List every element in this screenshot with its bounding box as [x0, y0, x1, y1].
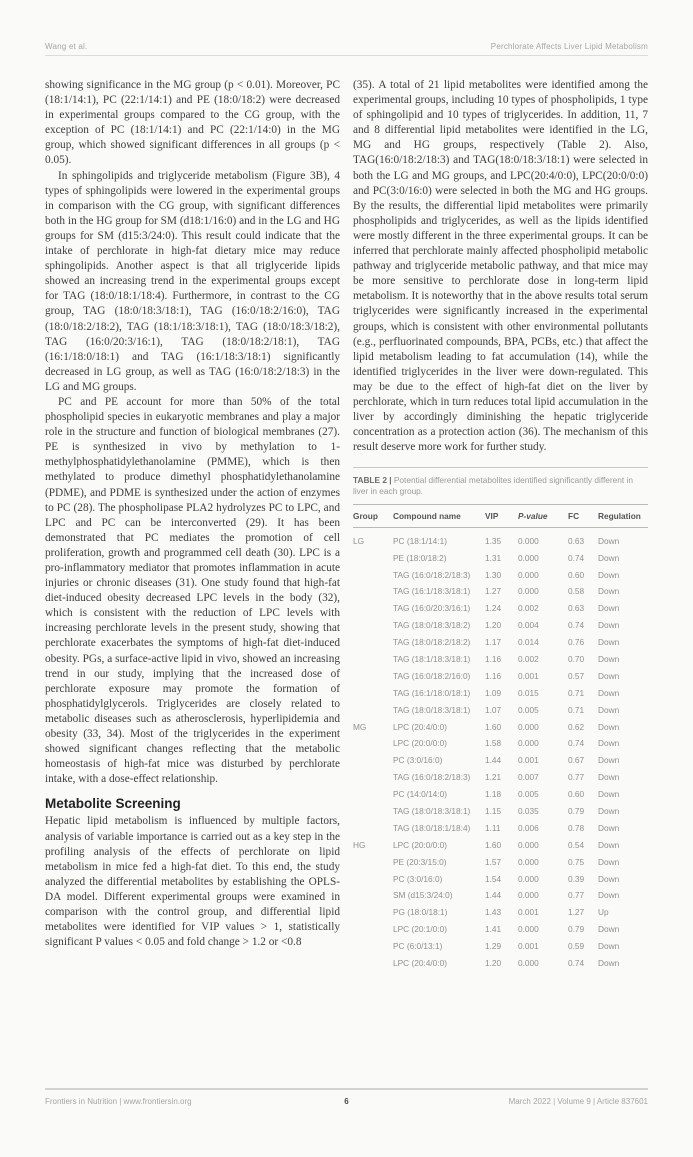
row-pvalue: 0.001: [518, 670, 539, 681]
row-vip: 1.11: [485, 822, 501, 833]
table-row: [353, 549, 648, 566]
row-fc: 0.39: [568, 873, 585, 884]
row-compound: TAG (18:1/18:3/18:1): [393, 654, 471, 665]
row-regulation: Up: [598, 907, 609, 918]
row-vip: 1.20: [485, 958, 502, 969]
row-compound: TAG (16:0/20:3/16:1): [393, 603, 471, 614]
row-regulation: Down: [598, 670, 620, 681]
table-caption-label: TABLE 2 |: [353, 475, 392, 486]
row-fc: 0.71: [568, 687, 585, 698]
row-fc: 0.58: [568, 586, 585, 597]
row-regulation: Down: [598, 772, 620, 783]
row-fc: 1.27: [568, 907, 585, 918]
footer-rule: [45, 1088, 648, 1090]
row-vip: 1.16: [485, 654, 502, 665]
table-row: [353, 735, 648, 752]
table-row: [353, 701, 648, 718]
table-caption-text: Potential differential metabolites identified significantly different in liver in each group.: [353, 475, 633, 497]
row-compound: LPC (20:4/0:0): [393, 721, 447, 732]
section-heading-metabolite-screening: Metabolite Screening: [45, 796, 181, 812]
paragraph: (35). A total of 21 lipid metabolites were identified among the experimental groups, including 10 types of phospholipids, 1 type of sphingolipid and 10 types of triglycerides. In addition, 11, 7 and 8 differential lipid metabolites were identified in the LG, MG and HG groups, respectively (Table 2). Also, TAG(16:0/18:2/18:3) and TAG(18:0/18:3/18:1) were selected in both the LG and MG groups, and LPC(20:4/0:0), LPC(20:0/0:0) and PC(3:0/16:0) were selected in both the MG and HG groups. By the results, the differential lipid metabolites were primarily phospholipids and triglycerides, as well as the lipids identified were mostly different in the three experimental groups. It can be inferred that perchlorate mainly affected phospholipid metabolic pathway and triglyceride metabolic pathway, and that mice may be more sensitive to perchlorate dose in long-term lipid metabolism. It is noteworthy that in the above results total serum triglycerides were significantly increased in the experimental groups, which is consistent with other environmental pollutants (e.g., perfluorinated compounds, BPA, PCBs, etc.) that affect the lipid metabolism leading to fat accumulation (14), while the identified triglycerides in the liver were down-regulated. This may be due to the effect of high-fat diet on the liver by perchlorate, which in turn reduces total lipid accumulation in the liver by accordingly diminishing the hepatic triglyceride concentration as a protection action (36). The mechanism of this result deserve more work for further study.: [353, 79, 648, 454]
row-pvalue: 0.002: [518, 603, 539, 614]
row-regulation: Down: [598, 856, 620, 867]
row-pvalue: 0.000: [518, 873, 539, 884]
row-compound: PC (14:0/14:0): [393, 789, 447, 800]
row-fc: 0.62: [568, 721, 585, 732]
row-compound: LPC (20:0/0:0): [393, 839, 447, 850]
row-regulation: Down: [598, 839, 620, 850]
row-pvalue: 0.001: [518, 755, 539, 766]
row-pvalue: 0.001: [518, 907, 539, 918]
running-header-title: Perchlorate Affects Liver Lipid Metabolism: [490, 42, 648, 51]
row-regulation: Down: [598, 552, 620, 563]
table-row: [353, 955, 648, 972]
row-pvalue: 0.000: [518, 721, 539, 732]
table-row: [353, 651, 648, 668]
row-group: LG: [353, 535, 365, 546]
row-compound: PC (3:0/16:0): [393, 755, 443, 766]
table-row: [353, 532, 648, 549]
table-row: [353, 786, 648, 803]
table-top-rule: [353, 467, 648, 468]
row-vip: 1.16: [485, 670, 502, 681]
paragraph: In sphingolipids and triglyceride metabolism (Figure 3B), 4 types of sphingolipids were lowered in the experimental groups in comparison with the CG group, with significant differences both in the HG group for SM (d18:1/16:0) and in the LG and HG groups for SM (d15:3/24:0). This result could indicate that the intake of perchlorate in high-fat dietary mice may reduce sphingolipids. Another aspect is that all triglyceride lipids showed an increasing trend in the experimental groups except for TAG (18:0/18:1/18:4). Furthermore, in contrast to the CG group, TAG (18:0/18:3/18:1), TAG (16:0/18:2/16:0), TAG (18:0/18:2/18:2), TAG (18:1/18:3/18:1), TAG (18:0/18:3/18:2), TAG (16:0/20:3/16:1), TAG (18:0/18:2/18:1), TAG (16:1/18:0/18:1) and TAG (16:1/18:3/18:1) significantly decreased in LG group, as well as TAG (16:0/18:2/18:3) in the LG and MG groups.: [45, 169, 340, 393]
table-caption: [353, 475, 648, 497]
row-pvalue: 0.000: [518, 552, 539, 563]
row-compound: PE (18:0/18:2): [393, 552, 447, 563]
row-regulation: Down: [598, 738, 620, 749]
row-pvalue: 0.004: [518, 620, 539, 631]
row-compound: PC (3:0/16:0): [393, 873, 443, 884]
row-vip: 1.54: [485, 873, 502, 884]
row-fc: 0.67: [568, 755, 585, 766]
row-compound: PC (6:0/13:1): [393, 941, 443, 952]
table-row: [353, 566, 648, 583]
row-regulation: Down: [598, 620, 620, 631]
row-pvalue: 0.005: [518, 789, 539, 800]
row-fc: 0.74: [568, 958, 585, 969]
row-fc: 0.63: [568, 603, 585, 614]
table-row: [353, 887, 648, 904]
row-regulation: Down: [598, 755, 620, 766]
row-pvalue: 0.000: [518, 535, 539, 546]
row-pvalue: 0.000: [518, 856, 539, 867]
col-header-fc: FC: [568, 511, 580, 522]
running-header: [45, 0, 648, 51]
row-regulation: Down: [598, 721, 620, 732]
row-fc: 0.76: [568, 637, 585, 648]
table-row: [353, 836, 648, 853]
row-compound: LPC (20:1/0:0): [393, 924, 447, 935]
row-vip: 1.31: [485, 552, 502, 563]
table-row: [353, 769, 648, 786]
row-fc: 0.79: [568, 924, 585, 935]
col-header-regulation: Regulation: [598, 511, 641, 522]
row-pvalue: 0.000: [518, 958, 539, 969]
row-pvalue: 0.000: [518, 924, 539, 935]
table-header-row: [353, 505, 648, 528]
table-row: [353, 718, 648, 735]
row-regulation: Down: [598, 806, 620, 817]
row-fc: 0.77: [568, 772, 585, 783]
row-compound: TAG (16:1/18:3/18:1): [393, 586, 471, 597]
row-vip: 1.58: [485, 738, 502, 749]
row-fc: 0.70: [568, 654, 585, 665]
row-regulation: Down: [598, 535, 620, 546]
table-row: [353, 904, 648, 921]
row-regulation: Down: [598, 941, 620, 952]
row-pvalue: 0.006: [518, 822, 539, 833]
col-header-vip: VIP: [485, 511, 499, 522]
row-regulation: Down: [598, 958, 620, 969]
row-vip: 1.57: [485, 856, 502, 867]
col-header-compound-name: Compound name: [393, 511, 461, 522]
row-vip: 1.35: [485, 535, 502, 546]
row-pvalue: 0.015: [518, 687, 539, 698]
row-vip: 1.44: [485, 755, 502, 766]
row-regulation: Down: [598, 586, 620, 597]
paragraph: Hepatic lipid metabolism is influenced by multiple factors, analysis of variable importance is carried out as a key step in the profiling analysis of the effects of perchlorate on lipid metabolism in mice fed a high-fat diet. To this end, the study analyzed the differential metabolites by establishing the OPLS-DA model. Different experimental groups were examined in comparison with the control group, and differential lipid metabolites were identified for VIP values > 1, statistically significant P values < 0.05 and fold change > 1.2 or <0.8: [45, 815, 340, 949]
row-vip: 1.15: [485, 806, 502, 817]
row-compound: PG (18:0/18:1): [393, 907, 448, 918]
paragraph: showing significance in the MG group (p < 0.01). Moreover, PC (18:1/14:1), PC (22:1/14:1) and PE (18:0/18:2) were decreased in experimental groups compared to the CG group, with the exception of PC (18:1/14:1) and PC (22:1/14:0) in the MG group, which showed significant differences in all groups (p < 0.05).: [45, 79, 340, 167]
table-2-block: [353, 467, 648, 971]
left-column: [45, 78, 340, 972]
row-vip: 1.21: [485, 772, 502, 783]
row-compound: TAG (16:0/18:2/18:3): [393, 569, 471, 580]
col-header-group: Group: [353, 511, 378, 522]
row-regulation: Down: [598, 687, 620, 698]
table-2: [353, 504, 648, 971]
row-fc: 0.74: [568, 552, 585, 563]
row-regulation: Down: [598, 569, 620, 580]
row-pvalue: 0.001: [518, 941, 539, 952]
row-regulation: Down: [598, 654, 620, 665]
row-fc: 0.57: [568, 670, 585, 681]
row-fc: 0.59: [568, 941, 585, 952]
row-compound: LPC (20:4/0:0): [393, 958, 447, 969]
table-body: [353, 528, 648, 971]
table-row: [353, 819, 648, 836]
table-row: [353, 853, 648, 870]
row-vip: 1.41: [485, 924, 502, 935]
row-compound: TAG (18:0/18:3/18:2): [393, 620, 471, 631]
table-row: [353, 938, 648, 955]
row-compound: TAG (16:1/18:0/18:1): [393, 687, 471, 698]
row-fc: 0.78: [568, 822, 585, 833]
row-compound: PC (18:1/14:1): [393, 535, 447, 546]
table-row: [353, 583, 648, 600]
row-pvalue: 0.035: [518, 806, 539, 817]
row-compound: SM (d15:3/24:0): [393, 890, 453, 901]
row-fc: 0.75: [568, 856, 585, 867]
footer-issue: March 2022 | Volume 9 | Article 837601: [508, 1097, 648, 1106]
row-pvalue: 0.000: [518, 738, 539, 749]
row-regulation: Down: [598, 822, 620, 833]
table-row: [353, 752, 648, 769]
row-vip: 1.60: [485, 839, 502, 850]
header-rule: [45, 55, 648, 56]
row-compound: TAG (16:0/18:2/16:0): [393, 670, 471, 681]
row-regulation: Down: [598, 637, 620, 648]
row-vip: 1.24: [485, 603, 502, 614]
row-compound: TAG (18:0/18:3/18:1): [393, 806, 471, 817]
table-row: [353, 684, 648, 701]
row-group: HG: [353, 839, 366, 850]
row-pvalue: 0.007: [518, 772, 539, 783]
footer-page-number: 6: [344, 1097, 349, 1106]
row-fc: 0.60: [568, 789, 585, 800]
row-fc: 0.54: [568, 839, 585, 850]
two-column-body: [45, 78, 648, 972]
row-compound: PE (20:3/15:0): [393, 856, 447, 867]
row-pvalue: 0.005: [518, 704, 539, 715]
right-column: [353, 78, 648, 972]
table-row: [353, 870, 648, 887]
row-fc: 0.71: [568, 704, 585, 715]
footer-journal: Frontiers in Nutrition | www.frontiersin.org: [45, 1097, 192, 1106]
table-row: [353, 634, 648, 651]
row-pvalue: 0.000: [518, 586, 539, 597]
running-header-authors: Wang et al.: [45, 42, 88, 51]
row-vip: 1.43: [485, 907, 502, 918]
row-regulation: Down: [598, 890, 620, 901]
row-pvalue: 0.002: [518, 654, 539, 665]
row-regulation: Down: [598, 704, 620, 715]
row-compound: LPC (20:0/0:0): [393, 738, 447, 749]
table-row: [353, 667, 648, 684]
row-compound: TAG (18:0/18:1/18:4): [393, 822, 471, 833]
row-fc: 0.74: [568, 620, 585, 631]
row-pvalue: 0.000: [518, 890, 539, 901]
table-row: [353, 600, 648, 617]
row-vip: 1.44: [485, 890, 502, 901]
row-vip: 1.27: [485, 586, 502, 597]
paragraph: PC and PE account for more than 50% of the total phospholipid species in eukaryotic membranes and play a major role in the structure and function of biological membranes (27). PE is synthesized in vivo by methylation to 1-methylphosphatidylethanolamine (PMME), which is then methylated to produce dimethyl phosphatidylethanolamine (PDME), and PDME is synthesized under the action of enzymes to PC (28). The phospholipase PLA2 hydrolyzes PC to LPC, and LPC and PC can be interconverted (29). It has been demonstrated that PC mediates the promotion of cell proliferation, growth and programmed cell death (30). LPC is a pro-inflammatory mediator that promotes inflammation in acute injuries or chronic diseases (31). One study found that high-fat diet-induced obesity decreased LPC levels in the body (32), which is consistent with the reduction of LPC levels with increasing perchlorate levels in the present study, showing that perchlorate exacerbates the symptoms of high-fat diet-induced obesity. PGs, a surface-active lipid in vivo, showed an increasing trend in our study, implying that the increased dose of perchlorate exposure may promote the formation of phosphatidylglycerols. Triglycerides are closely related to metabolic diseases such as atherosclerosis, hyperlipidemia and obesity (33, 34). Most of the triglycerides in the experiment showed significant changes reflecting that the metabolic homeostasis of high-fat mice was disturbed by perchlorate intake, with a dose-effect relationship.: [45, 395, 340, 786]
running-footer: [45, 1097, 648, 1106]
table-row: [353, 617, 648, 634]
row-fc: 0.63: [568, 535, 585, 546]
row-compound: TAG (16:0/18:2/18:3): [393, 772, 471, 783]
row-vip: 1.17: [485, 637, 502, 648]
row-vip: 1.09: [485, 687, 502, 698]
row-pvalue: 0.000: [518, 839, 539, 850]
row-regulation: Down: [598, 924, 620, 935]
row-vip: 1.18: [485, 789, 502, 800]
row-regulation: Down: [598, 603, 620, 614]
row-vip: 1.60: [485, 721, 502, 732]
row-fc: 0.60: [568, 569, 585, 580]
row-group: MG: [353, 721, 367, 732]
row-regulation: Down: [598, 789, 620, 800]
row-vip: 1.29: [485, 941, 502, 952]
row-vip: 1.30: [485, 569, 502, 580]
row-compound: TAG (18:0/18:3/18:1): [393, 704, 471, 715]
col-header-p-value: P-value: [518, 511, 548, 522]
row-regulation: Down: [598, 873, 620, 884]
row-compound: TAG (18:0/18:2/18:2): [393, 637, 471, 648]
table-row: [353, 921, 648, 938]
row-pvalue: 0.000: [518, 569, 539, 580]
table-row: [353, 803, 648, 820]
row-fc: 0.74: [568, 738, 585, 749]
row-fc: 0.79: [568, 806, 585, 817]
row-vip: 1.20: [485, 620, 502, 631]
row-fc: 0.77: [568, 890, 585, 901]
row-vip: 1.07: [485, 704, 502, 715]
row-pvalue: 0.014: [518, 637, 539, 648]
